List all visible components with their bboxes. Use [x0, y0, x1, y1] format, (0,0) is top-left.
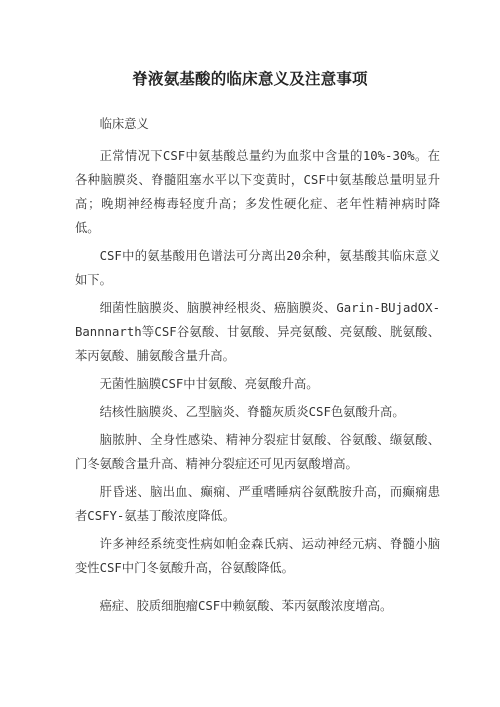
paragraph: 癌症、胶质细胞瘤CSF中赖氨酸、苯丙氨酸浓度增高。 — [99, 599, 393, 613]
paragraph: 细菌性脑膜炎、脑膜神经根炎、癌脑膜炎、Garin-BUjadOX-Bannnarth等CSF谷氨酸、甘氨酸、异亮氨酸、亮氨酸、胱氨酸、苯丙氨酸、脯氨酸含量升高。 — [75, 301, 440, 363]
document-body — [75, 112, 440, 622]
paragraph: 结核性脑膜炎、乙型脑炎、脊髓灰质炎CSF色氨酸升高。 — [99, 405, 405, 419]
paragraph: 肝昏迷、脑出血、癫痫、严重嗜睡病谷氨酰胺升高，而癫痫患者CSFY-氨基丁酸浓度降低。 — [75, 485, 440, 523]
paragraph: 许多神经系统变性病如帕金森氏病、运动神经元病、脊髓小脑变性CSF中门冬氨酸升高，谷氨酸降低。 — [75, 537, 440, 575]
section-heading: 临床意义 — [99, 117, 149, 131]
paragraph: 无菌性脑膜CSF中甘氨酸、亮氨酸升高。 — [99, 377, 319, 391]
paragraph: 正常情况下CSF中氨基酸总量约为血浆中含量的10%-30%。在各种脑膜炎、脊髓阻塞水平以下变黄时，CSF中氨基酸总量明显升高；晚期神经梅毒轻度升高；多发性硬化症、老年性精神病时降低。 — [75, 149, 440, 235]
document-title: 脊液氨基酸的临床意义及注意事项 — [132, 70, 368, 88]
paragraph: CSF中的氨基酸用色谱法可分离出20余种，氨基酸其临床意义如下。 — [75, 249, 440, 287]
paragraph: 脑脓肿、全身性感染、精神分裂症甘氨酸、谷氨酸、缬氨酸、门冬氨酸含量升高、精神分裂症还可见丙氨酸增高。 — [75, 433, 440, 471]
